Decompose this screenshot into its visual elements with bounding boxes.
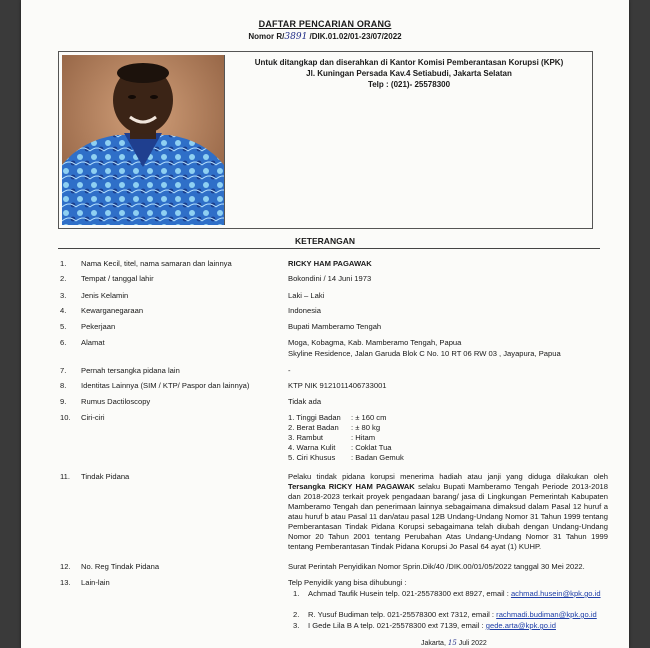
field-value-dactiloscopy: Tidak ada xyxy=(288,397,322,406)
crime-text-pre: Pelaku tindak pidana korupsi menerima hadiah atau janji yang diduga dilakukan oleh xyxy=(288,472,608,481)
contact-email-link[interactable]: rachmadi.budiman@kpk.go.id xyxy=(496,610,597,619)
field-label-crime: Tindak Pidana xyxy=(81,472,130,481)
feature-key: 5. Ciri Khusus xyxy=(288,453,336,462)
contact-text: I Gede Lila B A telp. 021-25578300 ext 7139, email : xyxy=(308,621,484,630)
row-number: 3. xyxy=(60,291,67,300)
field-label-identity: Identitas Lainnya (SIM / KTP/ Paspor dan lainnya) xyxy=(81,381,250,390)
submission-instructions xyxy=(234,57,584,90)
field-value-prior-case: - xyxy=(288,366,291,375)
contact-text: Achmad Taufik Husein telp. 021-25578300 ext 8927, email : xyxy=(308,589,509,598)
signature-city: Jakarta, xyxy=(421,640,446,647)
features-values xyxy=(351,413,404,463)
divider xyxy=(58,248,600,249)
row-number: 12. xyxy=(60,562,71,571)
field-value-case-register: Surat Perintah Penyidikan Nomor Sprin.Dik/40 /DIK.00/01/05/2022 tanggal 30 Mei 2022. xyxy=(288,562,585,571)
feature-value: : Hitam xyxy=(351,433,376,442)
contact-number: 1. xyxy=(293,589,300,598)
field-label-nationality: Kewarganegaraan xyxy=(81,306,144,315)
contact-number: 3. xyxy=(293,621,300,630)
number-handwritten: 3891 xyxy=(284,32,308,42)
instruction-line: Untuk ditangkap dan diserahkan di Kantor Komisi Pemberantasan Korupsi (KPK) xyxy=(254,58,564,67)
row-number: 7. xyxy=(60,366,67,375)
contact-item xyxy=(308,621,608,631)
field-value-address-1: Moga, Kobagma, Kab. Mamberamo Tengah, Papua xyxy=(288,338,462,347)
field-value-other: Telp Penyidik yang bisa dihubungi : xyxy=(288,578,407,587)
field-value-nationality: Indonesia xyxy=(288,306,321,315)
row-number: 13. xyxy=(60,578,71,587)
feature-value: : ± 160 cm xyxy=(351,413,387,422)
row-number: 10. xyxy=(60,413,71,422)
field-label-address: Alamat xyxy=(81,338,105,347)
contact-email-link[interactable]: achmad.husein@kpk.go.id xyxy=(510,589,601,598)
feature-key: 3. Rambut xyxy=(288,433,324,442)
row-number: 5. xyxy=(60,322,67,331)
number-suffix: /DIK.01.02/01-23/07/2022 xyxy=(307,32,402,41)
field-label-dactiloscopy: Rumus Dactiloscopy xyxy=(81,397,151,406)
field-value-name: RICKY HAM PAGAWAK xyxy=(288,259,372,268)
feature-value: : Coklat Tua xyxy=(351,443,392,452)
field-value-occupation: Bupati Mamberamo Tengah xyxy=(288,322,382,331)
field-value-birth: Bokondini / 14 Juni 1973 xyxy=(288,274,372,283)
field-value-identity: KTP NIK 9121011406733001 xyxy=(288,381,387,390)
suspect-photo xyxy=(62,55,225,225)
field-label-occupation: Pekerjaan xyxy=(81,322,116,331)
contact-item xyxy=(308,610,608,620)
field-label-other: Lain-lain xyxy=(81,578,110,587)
field-label-case-register: No. Reg Tindak Pidana xyxy=(81,562,160,571)
document-page xyxy=(21,0,629,648)
feature-key: 1. Tinggi Badan xyxy=(288,413,341,422)
row-number: 1. xyxy=(60,259,67,268)
field-value-address-2: Skyline Residence, Jalan Garuda Blok C No. 10 RT 06 RW 03 , Jayapura, Papua xyxy=(288,349,561,358)
row-number: 4. xyxy=(60,306,67,315)
contact-number: 2. xyxy=(293,610,300,619)
row-number: 2. xyxy=(60,274,67,283)
field-value-gender: Laki – Laki xyxy=(288,291,325,300)
feature-key: 2. Berat Badan xyxy=(288,423,339,432)
signature-day-handwritten: 15 xyxy=(447,639,457,647)
row-number: 6. xyxy=(60,338,67,347)
feature-value: : Badan Gemuk xyxy=(351,453,404,462)
field-value-crime xyxy=(288,472,608,552)
field-label-gender: Jenis Kelamin xyxy=(81,291,129,300)
address-line: Jl. Kuningan Persada Kav.4 Setiabudi, Jakarta Selatan xyxy=(306,69,512,78)
contact-item xyxy=(308,589,608,599)
features-keys xyxy=(288,413,341,463)
feature-value: : ± 80 kg xyxy=(351,423,381,432)
number-prefix: Nomor R/ xyxy=(248,32,285,41)
feature-key: 4. Warna Kulit xyxy=(288,443,336,452)
crime-suspect-name: Tersangka RICKY HAM PAGAWAK xyxy=(288,482,415,491)
row-number: 8. xyxy=(60,381,67,390)
signature-month-year: Juli 2022 xyxy=(458,640,487,647)
signature-date xyxy=(421,639,487,647)
contact-text: R. Yusuf Budiman telp. 021-25578300 ext 7312, email : xyxy=(308,610,495,619)
field-label-features: Ciri-ciri xyxy=(81,413,105,422)
field-label-birth: Tempat / tanggal lahir xyxy=(81,274,154,283)
contact-email-link[interactable]: gede.arta@kpk.go.id xyxy=(485,621,556,630)
field-label-name: Nama Kecil, titel, nama samaran dan lainnya xyxy=(81,259,232,268)
row-number: 9. xyxy=(60,397,67,406)
field-label-prior-case: Pernah tersangka pidana lain xyxy=(81,366,180,375)
header-box xyxy=(58,51,593,229)
section-title: KETERANGAN xyxy=(295,236,355,246)
row-number: 11. xyxy=(60,472,70,481)
document-number xyxy=(21,32,629,42)
crime-text-post: selaku Bupati Mamberamo Tengah Periode 2013-2018 dan 2018-2023 terkait proyek pengadaan barang/ jasa di Lingkungan Pemerintah Kabupaten Mamberamo Tengah dan penerimaan lainnya sebagaimana dimaksud dalam Pasal 12 huruf a atau huruf b atau Pasal 11 dan/atau pasal 12B Undang-Undang Nomor 31 Tahun 1999 tentang Pemberantasan Tindak Pidana Korupsi sebagaimana telah diubah dengan Undang-Undang Nomor 20 Tahun 2001 tentang Perubahan Atas Undang-Undang Nomor 31 Tahun 1999 tentang Pemberantasan Tindak Pidana Korupsi Jo Pasal 64 ayat (1) KUHP. xyxy=(288,482,608,551)
phone-line: Telp : (021)- 25578300 xyxy=(367,80,451,89)
document-title: DAFTAR PENCARIAN ORANG xyxy=(258,19,392,29)
